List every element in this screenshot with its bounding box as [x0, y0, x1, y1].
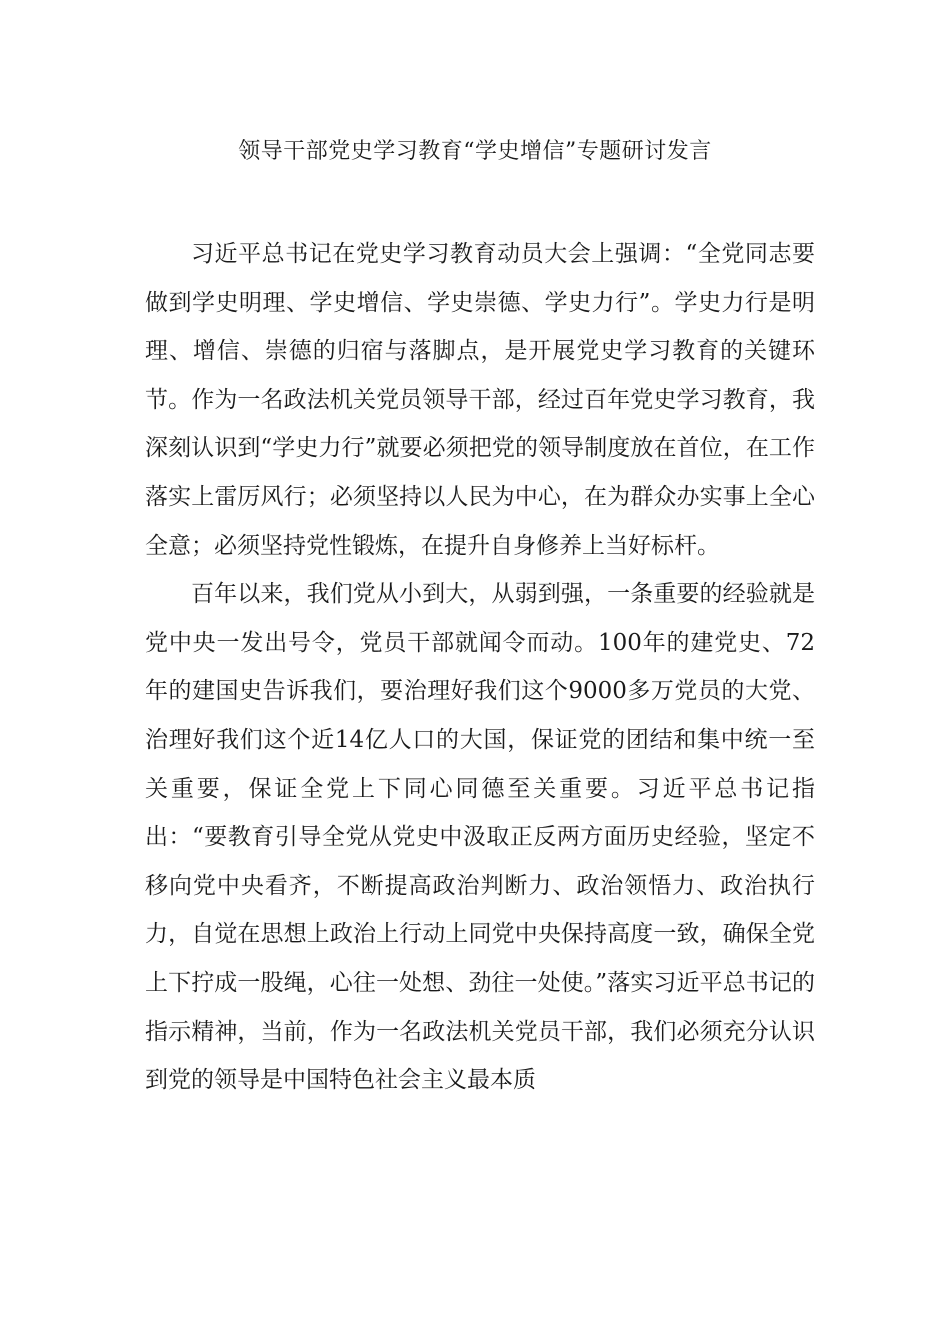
- document-body: [145, 230, 815, 1105]
- paragraph-2: 百年以来，我们党从小到大，从弱到强，一条重要的经验就是党中央一发出号令，党员干部就闻令而动。100年的建党史、72年的建国史告诉我们，要治理好我们这个9000多万党员的大党、治理好我们这个近14亿人口的大国，保证党的团结和集中统一至关重要，保证全党上下同心同德至关重要。习近平总书记指出：“要教育引导全党从党史中汲取正反两方面历史经验，坚定不移向党中央看齐，不断提高政治判断力、政治领悟力、政治执行力，自觉在思想上政治上行动上同党中央保持高度一致，确保全党上下拧成一股绳，心往一处想、劲往一处使。”落实习近平总书记的指示精神，当前，作为一名政法机关党员干部，我们必须充分认识到党的领导是中国特色社会主义最本质: [145, 581, 815, 1094]
- paragraph-1: 习近平总书记在党史学习教育动员大会上强调：“全党同志要做到学史明理、学史增信、学史崇德、学史力行”。学史力行是明理、增信、崇德的归宿与落脚点，是开展党史学习教育的关键环节。作为一名政法机关党员领导干部，经过百年党史学习教育，我深刻认识到“学史力行”就要必须把党的领导制度放在首位，在工作落实上雷厉风行；必须坚持以人民为中心，在为群众办实事上全心全意；必须坚持党性锻炼，在提升自身修养上当好标杆。: [145, 241, 815, 559]
- document-title: 领导干部党史学习教育“学史增信”专题研讨发言: [238, 139, 712, 164]
